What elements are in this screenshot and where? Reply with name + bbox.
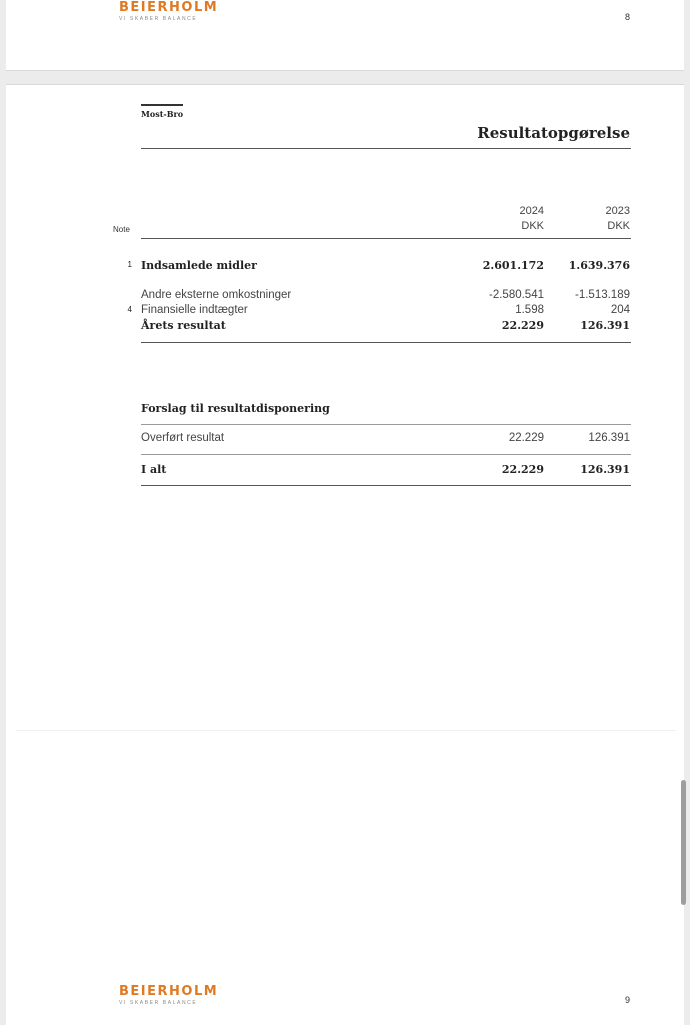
row-label: Årets resultat	[141, 319, 226, 332]
row-label: Finansielle indtægter	[141, 304, 248, 316]
value-2023: 126.391	[580, 319, 630, 332]
current-page	[6, 84, 684, 1025]
value-2024: 1.598	[515, 304, 544, 316]
logo-tagline: VI SKABER BALANCE	[119, 16, 198, 22]
column-header-2024	[464, 204, 544, 234]
section-rule	[141, 424, 631, 425]
table-row	[6, 432, 684, 448]
row-label: Indsamlede midler	[141, 259, 257, 272]
row-label: Overført resultat	[141, 432, 225, 444]
unit-label: DKK	[607, 220, 630, 232]
value-2024: 2.601.172	[482, 259, 544, 272]
value-2024: 22.229	[501, 463, 544, 476]
page-divider	[16, 730, 676, 731]
title-rule	[141, 148, 631, 149]
logo-brand: BEIERHOLM	[119, 984, 219, 999]
row-rule	[141, 454, 631, 455]
table-row	[6, 259, 684, 275]
table-row	[6, 463, 684, 479]
value-2024: 22.229	[501, 319, 544, 332]
header-rule	[141, 238, 631, 239]
previous-page	[6, 0, 684, 71]
unit-label: DKK	[521, 220, 544, 232]
beierholm-logo	[119, 1, 218, 22]
row-label: Andre eksterne omkostninger	[141, 289, 292, 301]
logo-tagline: VI SKABER BALANCE	[119, 1000, 198, 1006]
value-2024: -2.580.541	[489, 289, 544, 301]
year-label: 2024	[519, 205, 544, 217]
page-number: 8	[624, 12, 630, 22]
section-title: Forslag til resultatdisponering	[141, 402, 330, 415]
value-2024: 22.229	[508, 432, 544, 444]
value-2023: 1.639.376	[568, 259, 630, 272]
result-rule	[141, 342, 631, 343]
year-label: 2023	[605, 205, 630, 217]
total-rule	[141, 485, 631, 486]
value-2023: 204	[610, 304, 630, 316]
table-row	[6, 319, 684, 335]
note-number: 1	[127, 260, 132, 269]
scrollbar[interactable]	[681, 780, 686, 905]
value-2023: 126.391	[580, 463, 630, 476]
note-header: Note	[113, 225, 130, 234]
note-number: 4	[127, 305, 132, 314]
logo-brand: BEIERHOLM	[119, 0, 219, 15]
page-number: 9	[624, 995, 630, 1005]
value-2023: -1.513.189	[575, 289, 630, 301]
page-title: Resultatopgørelse	[477, 124, 630, 142]
column-header-2023	[550, 204, 630, 234]
beierholm-logo	[119, 985, 218, 1006]
value-2023: 126.391	[588, 432, 630, 444]
table-row	[6, 304, 684, 320]
row-label: I alt	[141, 463, 167, 476]
table-row	[6, 289, 684, 305]
company-name: Most-Bro	[141, 104, 183, 119]
